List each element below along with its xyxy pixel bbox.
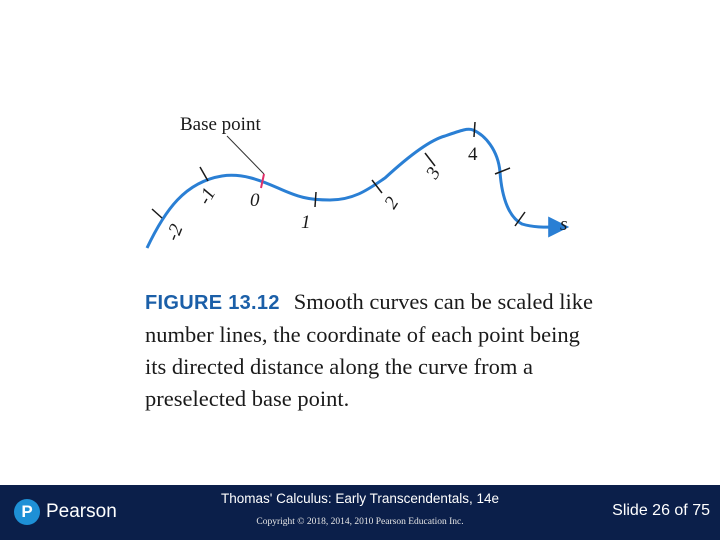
tick-label-1: 1 [301, 212, 311, 233]
curve-diagram [130, 100, 590, 260]
caption-text: Smooth curves can be scaled like number lines, the coordinate of each point being its directed distance along the curve from a preselected base point. [145, 289, 594, 411]
pearson-wordmark: Pearson [46, 501, 117, 522]
pearson-logo [14, 499, 134, 527]
axis-label-s: s [560, 214, 568, 235]
tick-label-minus-2: -2 [162, 221, 188, 244]
tick-4 [474, 122, 475, 137]
tick-label-4: 4 [468, 144, 478, 165]
base-point-label: Base point [180, 114, 261, 135]
tick-label-3: 3 [422, 163, 446, 183]
slide-number: Slide 26 of 75 [612, 502, 710, 519]
tick-minus-2 [152, 209, 162, 218]
tick-label-2: 2 [380, 193, 404, 213]
tick-minus-1 [200, 167, 208, 181]
smooth-curve [147, 129, 568, 248]
pearson-p-icon: P [14, 499, 40, 525]
figure-number-label: FIGURE 13.12 [145, 292, 280, 314]
tick-label-0: 0 [250, 190, 260, 211]
tick-5 [495, 168, 510, 174]
slide-footer [0, 485, 720, 540]
base-point-pointer [227, 136, 264, 174]
copyright-notice: Copyright © 2018, 2014, 2010 Pearson Education Inc. [256, 517, 464, 527]
book-title: Thomas' Calculus: Early Transcendentals, 14e [221, 491, 499, 506]
tick-label-minus-1: -1 [194, 184, 221, 209]
tick-1 [315, 192, 316, 207]
figure-caption [145, 286, 595, 415]
